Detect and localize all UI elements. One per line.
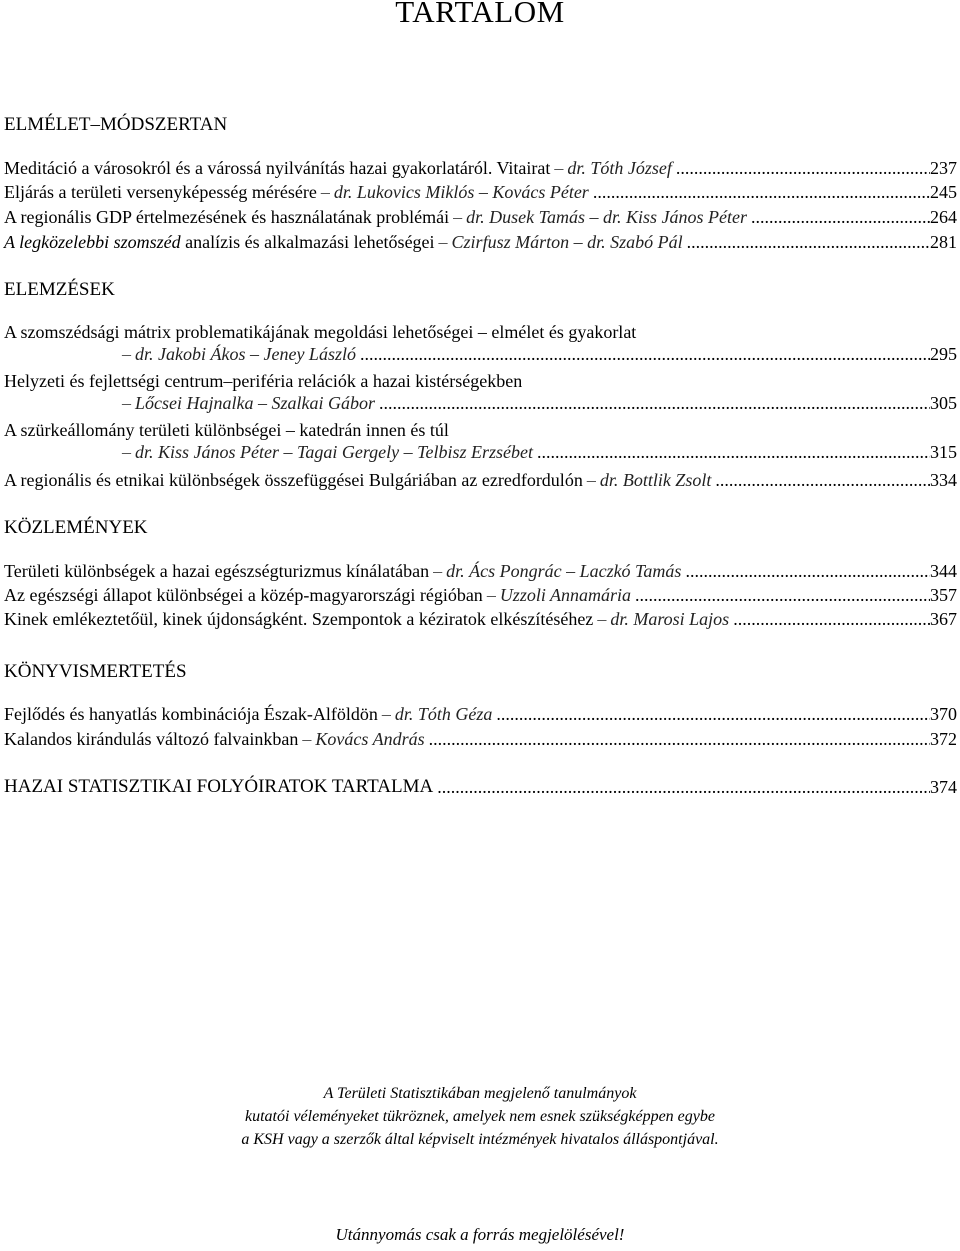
section-heading-elmelet: ELMÉLET–MÓDSZERTAN: [4, 114, 228, 135]
disclaimer-line: kutatói véleményeket tükröznek, amelyek nem esnek szükségképpen egybe: [245, 1108, 715, 1125]
entry-page: 372: [930, 729, 957, 749]
dot-leader: [687, 231, 930, 253]
entry-page: 315: [930, 442, 957, 462]
toc-entry[interactable]: [4, 157, 957, 179]
entry-authors: Czirfusz Márton – dr. Szabó Pál: [451, 232, 683, 252]
dot-leader: [635, 584, 930, 606]
entry-title: A regionális és etnikai különbségek összefüggései Bulgáriában az ezredfordulón: [4, 470, 583, 490]
entry-title: analízis és alkalmazási lehetőségei: [180, 232, 435, 252]
page-title: TARTALOM: [395, 0, 565, 29]
toc-entry[interactable]: [4, 560, 957, 582]
entry-authors: dr. Lukovics Miklós – Kovács Péter: [333, 182, 589, 202]
disclaimer-line: A Területi Statisztikában megjelenő tanulmányok: [323, 1085, 637, 1102]
dash: –: [433, 561, 443, 581]
toc-entry[interactable]: [4, 584, 957, 606]
entry-authors: dr. Tóth József: [567, 158, 672, 178]
toc-entry[interactable]: [4, 181, 957, 203]
entry-page: 264: [930, 207, 957, 227]
entry-page: 374: [930, 777, 957, 797]
entry-page: 245: [930, 182, 957, 202]
dot-leader: [593, 181, 930, 203]
entry-authors: Kovács András: [315, 729, 425, 749]
entry-title: A szürkeállomány területi különbségei – katedrán innen és túl: [4, 420, 449, 440]
toc-entry[interactable]: [4, 321, 957, 365]
entry-authors: Uzzoli Annamária: [499, 585, 631, 605]
toc-entry[interactable]: [4, 206, 957, 228]
dot-leader: [676, 157, 930, 179]
toc-entry[interactable]: [4, 608, 957, 630]
section-heading-kozlemenyek: KÖZLEMÉNYEK: [4, 517, 148, 538]
copyright-notice: Utánnyomás csak a forrás megjelölésével!: [335, 1225, 625, 1244]
entry-title: Meditáció a városokról és a várossá nyilvánítás hazai gyakorlatáról. Vitairat: [4, 158, 551, 178]
entry-title: Területi különbségek a hazai egészségturizmus kínálatában: [4, 561, 430, 581]
dash: –: [438, 232, 448, 252]
entry-title: A regionális GDP értelmezésének és használatának problémái: [4, 207, 450, 227]
dash: –: [453, 207, 463, 227]
dot-leader: [429, 728, 930, 750]
entry-page: 344: [930, 561, 957, 581]
toc-entry[interactable]: [4, 419, 957, 463]
entry-title: Kalandos kirándulás változó falvainkban: [4, 729, 299, 749]
dot-leader: [537, 441, 930, 463]
entry-title: Az egészségi állapot különbségei a közép-magyarországi régióban: [4, 585, 483, 605]
section-heading-konyvismertetes: KÖNYVISMERTETÉS: [4, 661, 187, 682]
entry-page: 237: [930, 158, 957, 178]
entry-page: 334: [930, 470, 957, 490]
toc-entry[interactable]: [4, 469, 957, 491]
entry-title: Helyzeti és fejlettségi centrum–periféria relációk a hazai kistérségekben: [4, 371, 523, 391]
dot-leader: [751, 206, 930, 228]
section-heading-hazai: HAZAI STATISZTIKAI FOLYÓIRATOK TARTALMA: [4, 776, 434, 797]
entry-authors: dr. Kiss János Péter – Tagai Gergely – Telbisz Erzsébet: [135, 442, 534, 462]
entry-title: Eljárás a területi versenyképesség mérésére: [4, 182, 317, 202]
entry-page: 281: [930, 232, 957, 252]
dot-leader: [685, 560, 930, 582]
entry-authors: Lőcsei Hajnalka – Szalkai Gábor: [135, 393, 375, 413]
dash: –: [554, 158, 564, 178]
dot-leader: [715, 469, 930, 491]
entry-authors: dr. Jakobi Ákos – Jeney László: [135, 344, 356, 364]
dash: –: [320, 182, 330, 202]
toc-entry[interactable]: [4, 231, 957, 253]
toc-entry[interactable]: [4, 703, 957, 725]
dash: –: [122, 442, 131, 462]
entry-page: 305: [930, 393, 957, 413]
dot-leader: [496, 703, 930, 725]
dash: –: [486, 585, 496, 605]
dot-leader: [437, 776, 930, 798]
dash: –: [122, 344, 131, 364]
disclaimer-line: a KSH vagy a szerzők által képviselt intézmények hivatalos álláspontjával.: [241, 1131, 719, 1148]
entry-authors: dr. Tóth Géza: [394, 704, 493, 724]
entry-page: 370: [930, 704, 957, 724]
dash: –: [302, 729, 312, 749]
entry-page: 357: [930, 585, 957, 605]
entry-title: A szomszédsági mátrix problematikájának megoldási lehetőségei – elmélet és gyakorlat: [4, 322, 637, 342]
entry-authors: dr. Ács Pongrác – Laczkó Tamás: [446, 561, 682, 581]
dot-leader: [379, 392, 930, 414]
entry-title: Kinek emlékeztetőül, kinek újdonságként. Szempontok a kéziratok elkészítéséhez: [4, 609, 594, 629]
toc-entry[interactable]: [4, 728, 957, 750]
disclaimer-note: [0, 1082, 960, 1151]
entry-title-italic: A legközelebbi szomszéd: [4, 232, 181, 252]
entry-authors: dr. Marosi Lajos: [610, 609, 730, 629]
dash: –: [381, 704, 391, 724]
entry-authors: dr. Bottlik Zsolt: [599, 470, 712, 490]
entry-page: 367: [930, 609, 957, 629]
toc-entry[interactable]: [4, 370, 957, 414]
section-heading-elemzesek: ELEMZÉSEK: [4, 279, 115, 300]
dot-leader: [733, 608, 930, 630]
dash: –: [597, 609, 607, 629]
entry-authors: dr. Dusek Tamás – dr. Kiss János Péter: [466, 207, 748, 227]
dash: –: [122, 393, 131, 413]
toc-entry-hazai[interactable]: [4, 776, 957, 798]
entry-title: Fejlődés és hanyatlás kombinációja Észak-Alföldön: [4, 704, 378, 724]
entry-page: 295: [930, 344, 957, 364]
dash: –: [586, 470, 596, 490]
dot-leader: [360, 343, 930, 365]
